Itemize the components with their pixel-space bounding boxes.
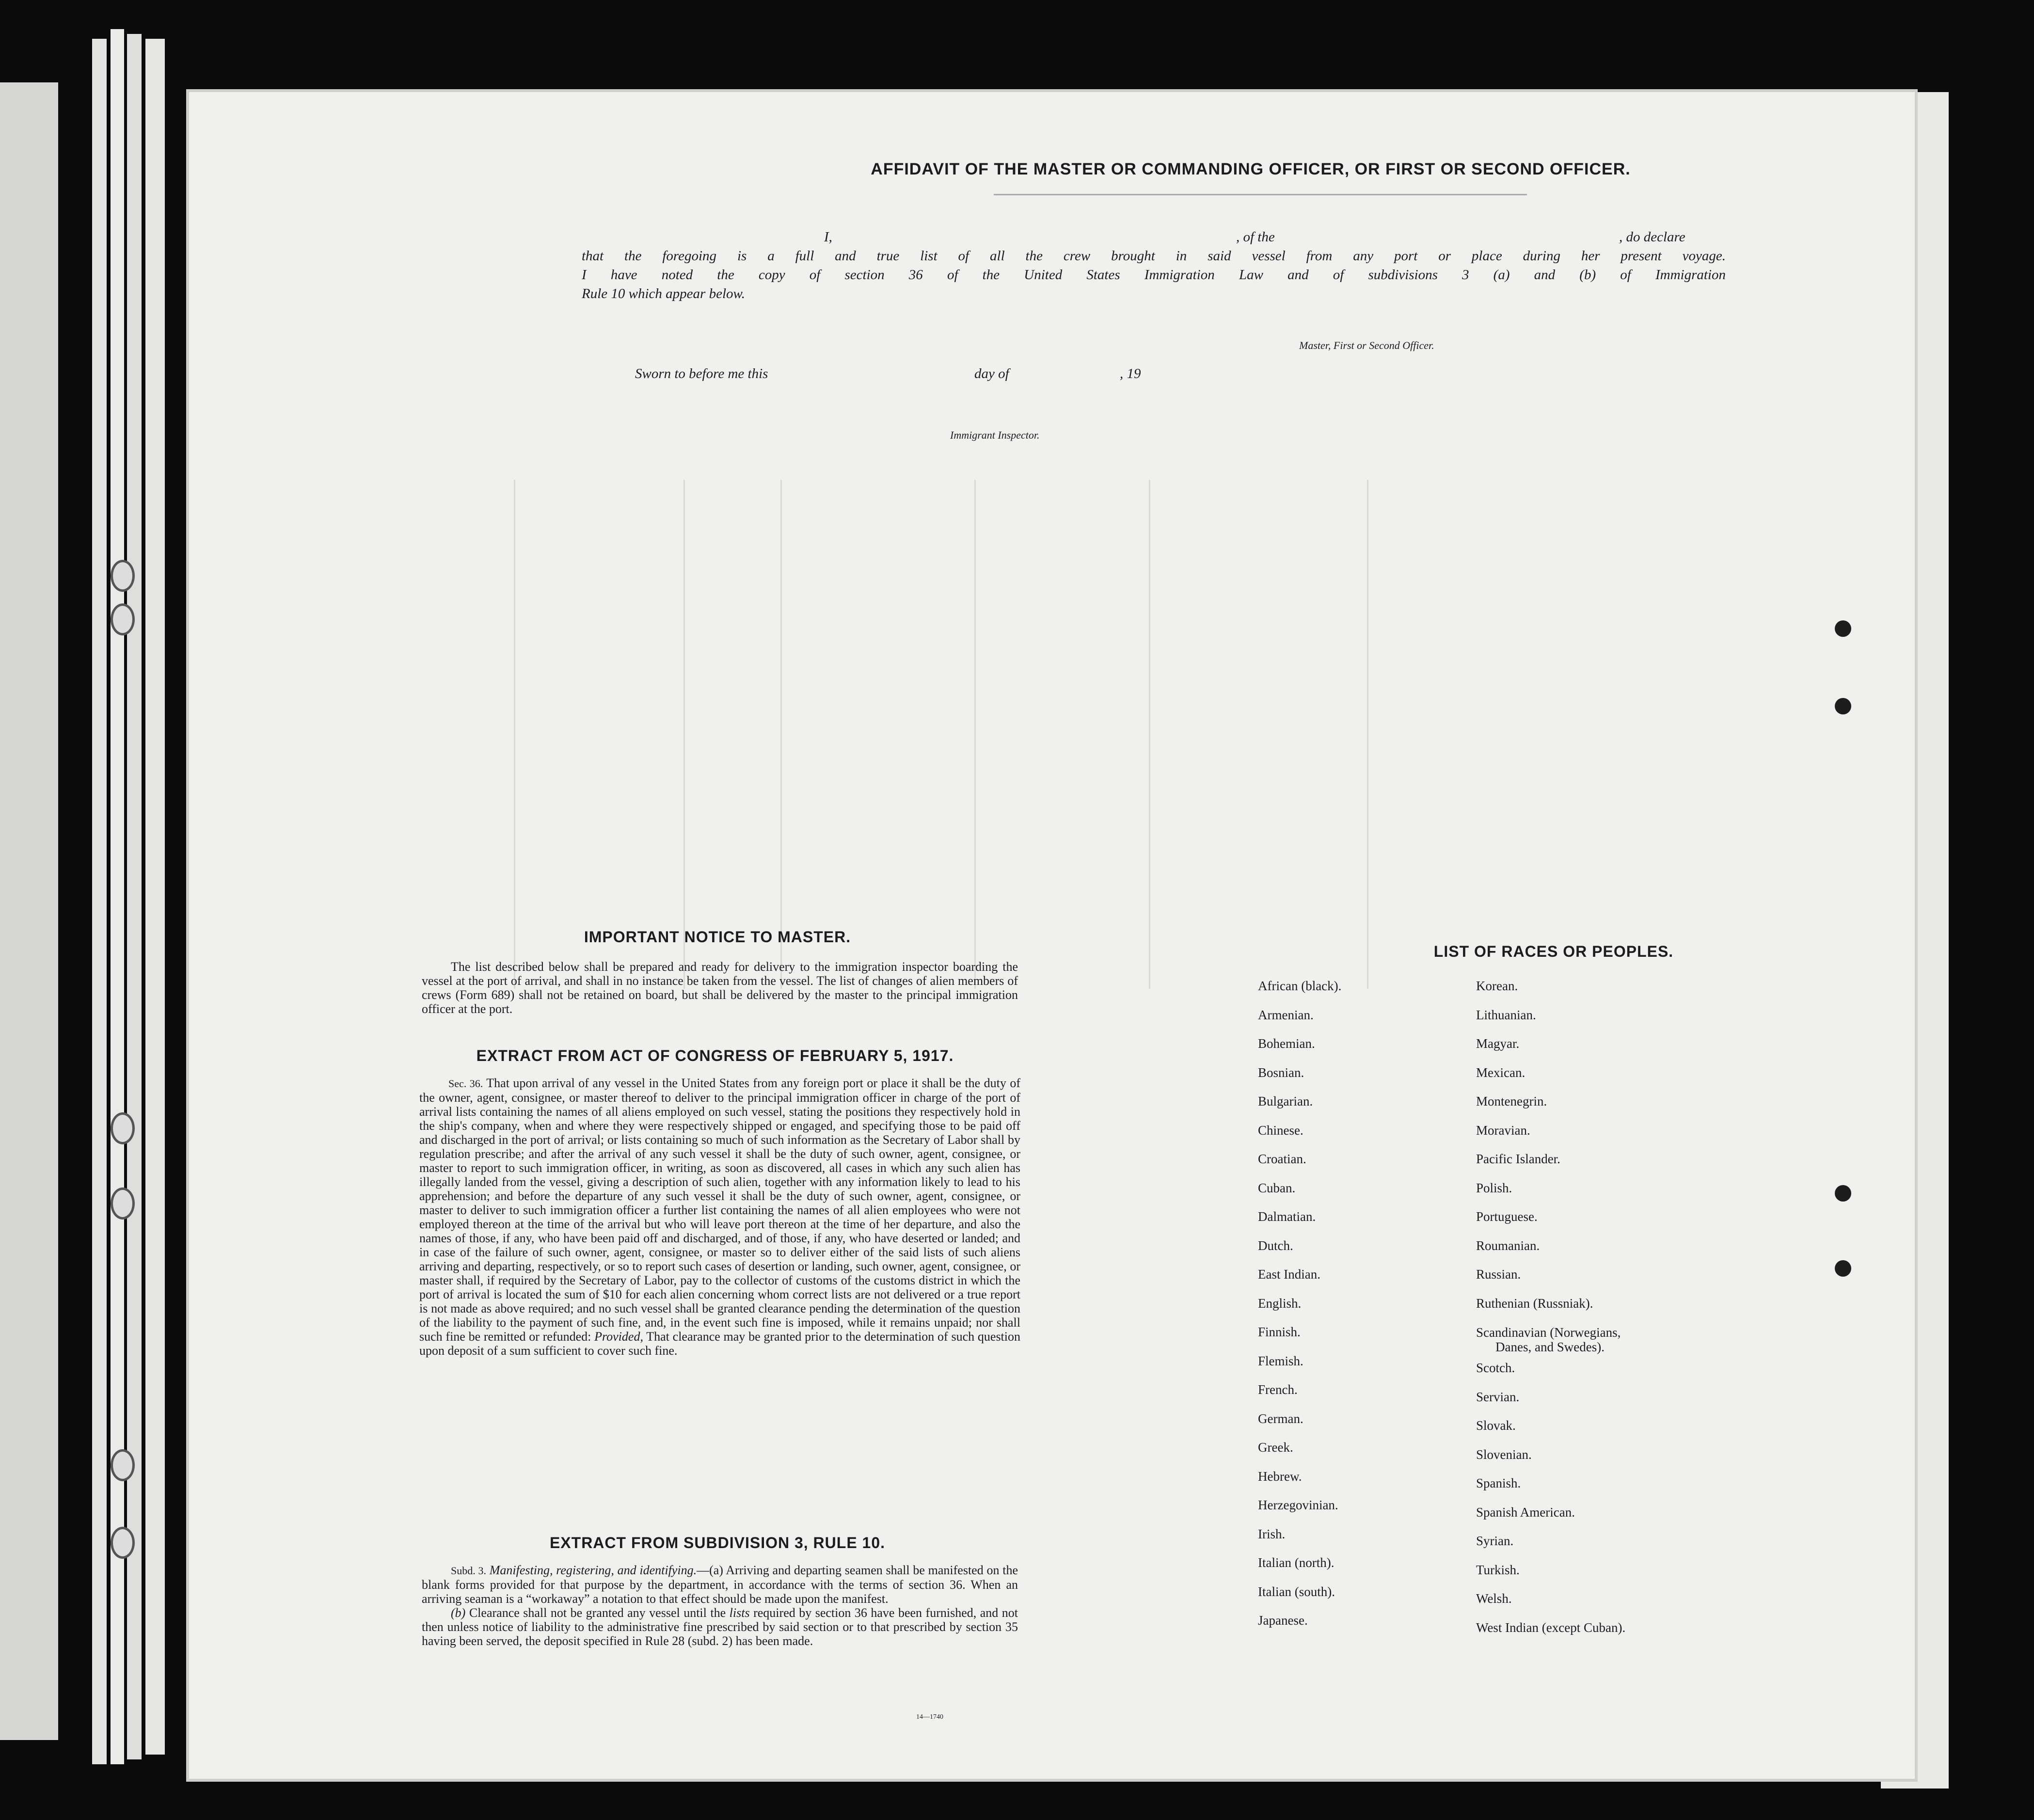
race-item: Polish.	[1476, 1180, 1512, 1195]
extract-rule-text	[422, 1563, 1018, 1648]
race-item: English.	[1258, 1296, 1302, 1311]
race-item: Dutch.	[1258, 1238, 1293, 1253]
notice-paragraph: The list described below shall be prepared and ready for delivery to the immigration inspector boarding the vessel at the port of arrival, and shall in no instance be taken from the vessel. The list of changes of alien members of crews (Form 689) shall not be retained on board, but shall be delivered by the master to the principal immigration officer at the port.	[422, 960, 1018, 1016]
race-item: Moravian.	[1476, 1123, 1530, 1138]
page-edge	[145, 39, 165, 1755]
affidavit-declaration	[582, 228, 1726, 303]
race-item: Pacific Islander.	[1476, 1152, 1560, 1166]
column-rule	[780, 480, 782, 989]
race-item: Russian.	[1476, 1267, 1521, 1282]
race-item: Cuban.	[1258, 1180, 1296, 1195]
race-item: Welsh.	[1476, 1591, 1512, 1606]
race-item: Slovenian.	[1476, 1447, 1532, 1462]
page-edge	[92, 39, 107, 1764]
races-left-column	[1258, 972, 1341, 1635]
race-item: Spanish American.	[1476, 1504, 1575, 1519]
race-item: Scandinavian (Norwegians,	[1476, 1325, 1621, 1340]
race-item: Armenian.	[1258, 1007, 1314, 1022]
race-item: Greek.	[1258, 1440, 1293, 1455]
subd-b-text-2: required by section 36 have been furnished, and not then unless notice of liability to the administrative fine prescribed by said section or to that prescribed by section 35 having been served, the deposit specified in Rule 28 (subd. 2) has been made.	[422, 1606, 1018, 1648]
race-item: Mexican.	[1476, 1065, 1526, 1080]
race-item: Danes, and Swedes).	[1495, 1340, 1605, 1354]
race-item: East Indian.	[1258, 1267, 1320, 1282]
race-item: Hebrew.	[1258, 1469, 1302, 1484]
races-right-column	[1476, 972, 1625, 1642]
races-heading: LIST OF RACES OR PEOPLES.	[1433, 943, 1674, 960]
inspector-signature-label: Immigrant Inspector.	[950, 429, 1040, 441]
section-36-text: That upon arrival of any vessel in the United States from any foreign port or place it shall be the duty of the owner, agent, consignee, or master thereof to deliver to the principal immigration officer in charge of the port of arrival lists containing the names of all aliens employed on such vessel, stating the positions they respectively hold in the ship's company, when and where they were respectively shipped or engaged, and specifying those to be paid off and discharged in the port of arrival; or lists containing so much of such information as the Secretary of Labor shall by regulation prescribe; and after the arrival of any such vessel it shall be the duty of such owner, agent, consignee, or master to report to such immigration officer, in writing, as soon as discovered, all cases in which any such alien has illegally landed from the vessel, giving a description of such alien, together with any information likely to lead to his apprehension; and before the departure of any such vessel it shall be the duty of such owner, agent, consignee, or master to deliver to such immigration officer a further list containing the names of all alien employees who were not employed thereon at the time of the arrival but who will leave port thereon at the time of her departure, and also the names of those, if any, who have been paid off and discharged, and of those, if any, who have deserted or landed; and in case of the failure of such owner, agent, consignee, or master so to deliver either of the said lists of such aliens arriving and departing, respectively, or so to report such cases of desertion or landing, such owner, agent, consignee, or master shall, if required by the Secretary of Labor, pay to the collector of customs of the customs district in which the port of arrival is located the sum of $10 for each alien concerning whom correct lists are not delivered or a true report is not made as above required; and no such vessel shall be granted clearance pending the determination of the question of the liability to the payment of such fine, and, in the event such fine is imposed, while it remains unpaid; nor shall such fine be remitted or refunded:	[419, 1076, 1021, 1344]
punch-hole	[1835, 620, 1851, 637]
punch-hole	[1835, 1260, 1851, 1277]
form-number: 14—1740	[916, 1713, 943, 1721]
race-item: Turkish.	[1476, 1562, 1520, 1577]
extract-act-text	[419, 1076, 1020, 1358]
sworn-day-of: day of	[974, 366, 1009, 381]
race-item: German.	[1258, 1411, 1303, 1426]
subdivision-a-paragraph	[422, 1563, 1018, 1606]
notice-text	[422, 960, 1018, 1016]
subd-label: Subd. 3.	[451, 1565, 486, 1577]
race-item: Syrian.	[1476, 1534, 1514, 1548]
binder-ring	[111, 1449, 135, 1481]
section-36-paragraph	[419, 1076, 1020, 1358]
page-edge	[127, 34, 142, 1759]
race-item: Ruthenian (Russniak).	[1476, 1296, 1593, 1311]
race-item: Korean.	[1476, 979, 1518, 993]
declaration-line-2: that the foregoing is a full and true list of all the crew brought in said vessel from any port or place during her present voyage.	[582, 248, 1726, 264]
column-rule	[683, 480, 685, 989]
title-rule	[994, 194, 1527, 195]
page-edge	[111, 29, 124, 1764]
race-item: Chinese.	[1258, 1123, 1303, 1138]
section-36-text-end: That clearance may be granted prior to the determination of such question upon deposit of a sum sufficient to cover such fine.	[419, 1329, 1021, 1358]
master-signature-label: Master, First or Second Officer.	[1299, 339, 1434, 351]
race-item: Finnish.	[1258, 1325, 1301, 1339]
affidavit-title: AFFIDAVIT OF THE MASTER OR COMMANDING OFFICER, OR FIRST OR SECOND OFFICER.	[871, 160, 1631, 178]
binder-ring	[111, 1187, 135, 1219]
race-item: Bohemian.	[1258, 1036, 1315, 1051]
declaration-do-declare: , do declare	[1619, 229, 1685, 245]
race-item: Japanese.	[1258, 1613, 1308, 1628]
sworn-year: , 19	[1120, 366, 1141, 381]
race-item: French.	[1258, 1382, 1298, 1397]
declaration-i: I,	[824, 229, 832, 245]
race-item: Herzegovinian.	[1258, 1498, 1338, 1512]
race-item: African (black).	[1258, 979, 1342, 993]
binder-ring	[111, 1112, 135, 1144]
subd-b-text-1: Clearance shall not be granted any vessel until the	[469, 1606, 726, 1620]
race-item: Servian.	[1476, 1389, 1520, 1404]
subd-b-label: (b)	[451, 1606, 466, 1620]
race-item: Bosnian.	[1258, 1065, 1304, 1080]
race-item: Scotch.	[1476, 1361, 1515, 1375]
race-item: Lithuanian.	[1476, 1007, 1536, 1022]
column-rule	[514, 480, 515, 989]
section-label: Sec. 36.	[448, 1077, 483, 1090]
race-item: Italian (south).	[1258, 1584, 1335, 1599]
race-item: Roumanian.	[1476, 1238, 1540, 1253]
subd-b-lists: lists	[729, 1606, 750, 1620]
provided-word: Provided,	[594, 1329, 643, 1344]
extract-rule-heading: EXTRACT FROM SUBDIVISION 3, RULE 10.	[549, 1534, 886, 1551]
binder-ring	[111, 560, 135, 592]
binder-ring	[111, 1527, 135, 1559]
manifest-page	[189, 92, 1915, 1779]
race-item: Croatian.	[1258, 1152, 1306, 1166]
race-item: West Indian (except Cuban).	[1476, 1620, 1626, 1635]
column-rule	[1367, 480, 1368, 989]
race-item: Magyar.	[1476, 1036, 1520, 1051]
declaration-line-3: I have noted the copy of section 36 of the United States Immigration Law and of subdivisions 3 (a) and (b) of Immigration	[582, 267, 1726, 283]
extract-act-heading: EXTRACT FROM ACT OF CONGRESS OF FEBRUARY 5, 1917.	[476, 1047, 954, 1064]
declaration-line-1	[582, 228, 1726, 247]
notice-heading: IMPORTANT NOTICE TO MASTER.	[584, 928, 851, 946]
punch-hole	[1835, 1185, 1851, 1202]
sworn-text: Sworn to before me this	[635, 366, 768, 381]
subd-a-text: Arriving and departing seamen shall be manifested on the blank forms provided for that purpose by the department, in accordance with the terms of section 36. When an arriving seaman is a “workaway” a notation to that effect should be made upon the manifest.	[422, 1563, 1018, 1606]
race-item: Flemish.	[1258, 1353, 1303, 1368]
race-item: Slovak.	[1476, 1418, 1516, 1433]
column-rule	[974, 480, 976, 989]
binder-edge-left	[0, 82, 58, 1740]
race-item: Irish.	[1258, 1526, 1286, 1541]
column-rule	[1149, 480, 1150, 989]
declaration-line-4: Rule 10 which appear below.	[582, 286, 745, 301]
punch-hole	[1835, 698, 1851, 714]
subd-a-label: —(a)	[697, 1563, 723, 1577]
subdivision-b-paragraph	[422, 1606, 1018, 1648]
subd-title: Manifesting, registering, and identifying.	[489, 1563, 697, 1577]
race-item: Italian (north).	[1258, 1555, 1335, 1570]
race-item: Montenegrin.	[1476, 1094, 1547, 1108]
declaration-of-the: , of the	[1236, 229, 1275, 245]
race-item: Bulgarian.	[1258, 1094, 1313, 1108]
race-item: Portuguese.	[1476, 1209, 1538, 1224]
race-item: Dalmatian.	[1258, 1209, 1316, 1224]
binder-ring	[111, 603, 135, 635]
race-item: Spanish.	[1476, 1476, 1521, 1490]
sworn-line	[635, 366, 1411, 385]
